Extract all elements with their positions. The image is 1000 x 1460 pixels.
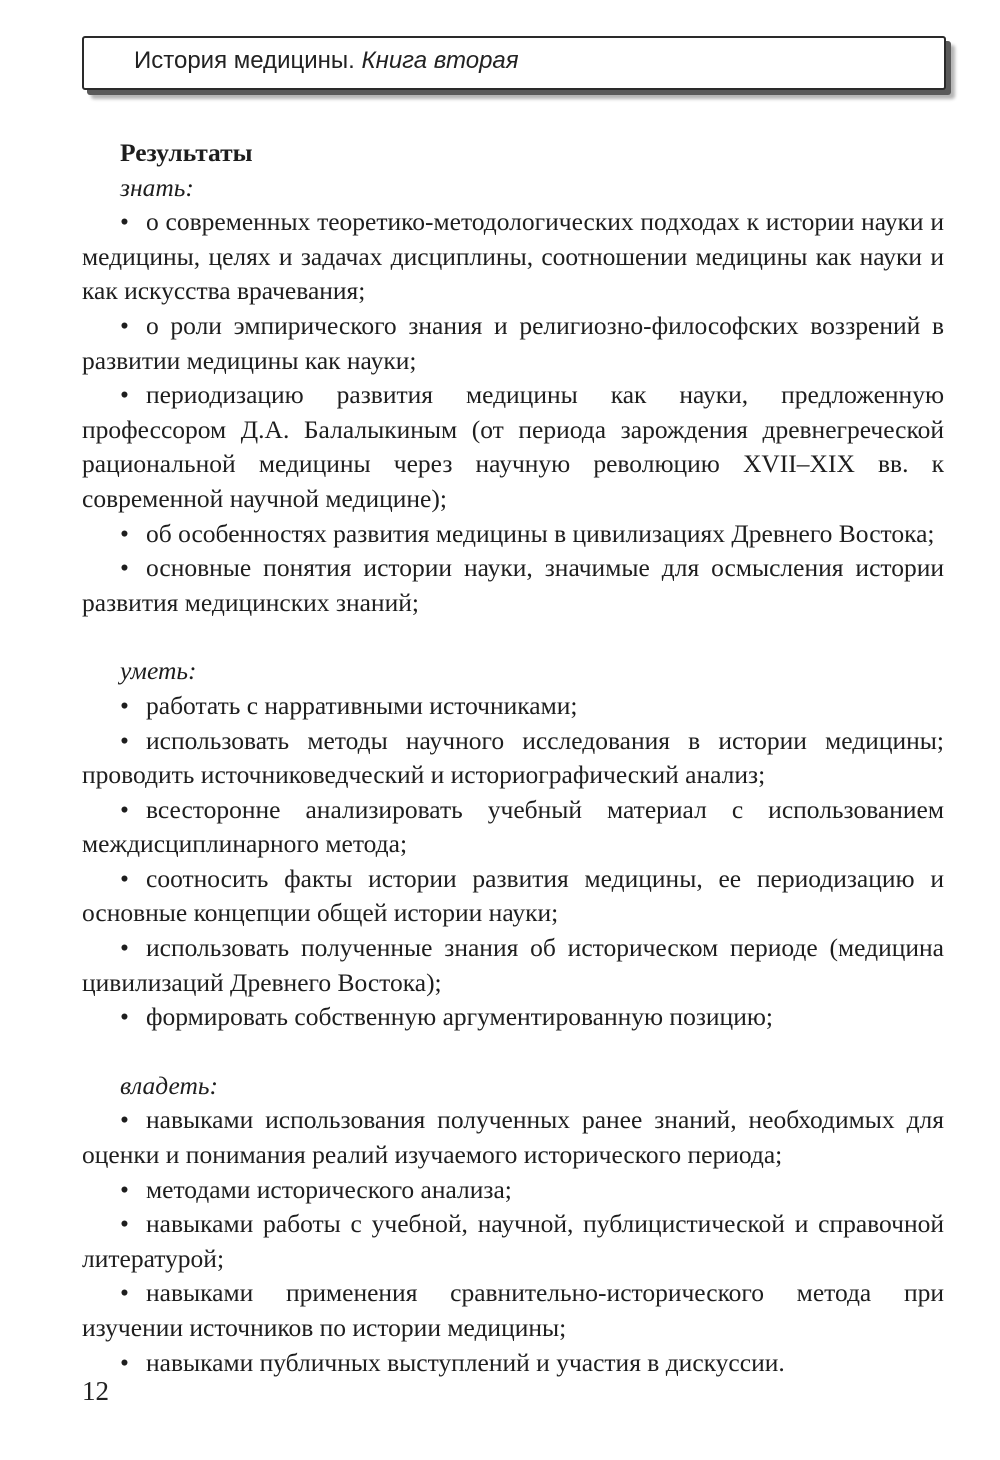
list-master (82, 1103, 944, 1380)
bullet-icon: • (120, 380, 129, 410)
list-item: • использовать методы научного исследования в истории медицины; проводить источниковедческий и историографический анализ; (82, 725, 944, 790)
subhead-master: владеть: (120, 1070, 218, 1100)
section-heading: Результаты (120, 138, 253, 167)
list-item: • об особенностях развития медицины в цивилизациях Древнего Востока; (82, 517, 944, 552)
subhead-know: знать: (120, 172, 194, 202)
running-header-text (134, 47, 519, 75)
list-item: • периодизацию развития медицины как науки, предложенную профессором Д.А. Балалыкиным (от периода зарождения древнегреческой рациональной медицины через научную революцию XVII–XIX вв. к современной научной медицине); (82, 380, 944, 513)
list-item: • использовать полученные знания об историческом периоде (медицина цивилизаций Древнего Востока); (82, 933, 944, 997)
page-content (82, 136, 944, 1380)
list-item: • работать с нарративными источниками; (82, 689, 944, 724)
list-item: • навыками работы с учебной, научной, публицистической и справочной литературой; (82, 1209, 944, 1273)
bullet-icon: • (120, 933, 129, 963)
list-item: • соотносить факты истории развития медицины, ее периодизацию и основные концепции общей истории науки; (82, 863, 944, 928)
list-item: • о роли эмпирического знания и религиозно-философских воззрений в развитии медицины как науки; (82, 310, 944, 375)
list-item: • навыками использования полученных ранее знаний, необходимых для оценки и понимания реалий изучаемого исторического периода; (82, 1105, 944, 1170)
bullet-icon: • (120, 690, 129, 720)
book-title: История медицины. (134, 47, 355, 74)
list-item: • формировать собственную аргументированную позицию; (82, 1000, 944, 1035)
bullet-icon: • (120, 518, 129, 548)
bullet-icon: • (120, 207, 129, 237)
list-item: • основные понятия истории науки, значимые для осмысления истории развития медицинских знаний; (82, 553, 944, 617)
bullet-icon: • (120, 310, 129, 340)
book-subtitle: Книга вторая (361, 47, 519, 74)
list-item: • о современных теоретико-методологических подходах к истории науки и медицины, целях и задачах дисциплины, соотношении медицины как науки и как искусства врачевания; (82, 207, 944, 306)
bullet-icon: • (120, 1209, 129, 1239)
bullet-icon: • (120, 553, 129, 583)
list-know (82, 205, 944, 620)
bullet-icon: • (120, 1105, 129, 1135)
bullet-icon: • (120, 1174, 129, 1204)
bullet-icon: • (120, 1278, 129, 1308)
bullet-icon: • (120, 1002, 129, 1032)
bullet-icon: • (120, 863, 129, 893)
list-item: • навыками применения сравнительно-исторического метода при изучении источников по истории медицины; (82, 1278, 944, 1342)
running-header (82, 36, 946, 90)
subhead-can: уметь: (120, 656, 197, 686)
list-item: • навыками публичных выступлений и участия в дискуссии. (82, 1346, 944, 1381)
list-item: • методами исторического анализа; (82, 1173, 944, 1208)
page-number: 12 (82, 1376, 109, 1406)
list-item: • всесторонне анализировать учебный материал с использованием междисциплинарного метода; (82, 794, 944, 859)
bullet-icon: • (120, 725, 129, 755)
bullet-icon: • (120, 794, 129, 824)
bullet-icon: • (120, 1347, 129, 1377)
list-can (82, 689, 944, 1035)
